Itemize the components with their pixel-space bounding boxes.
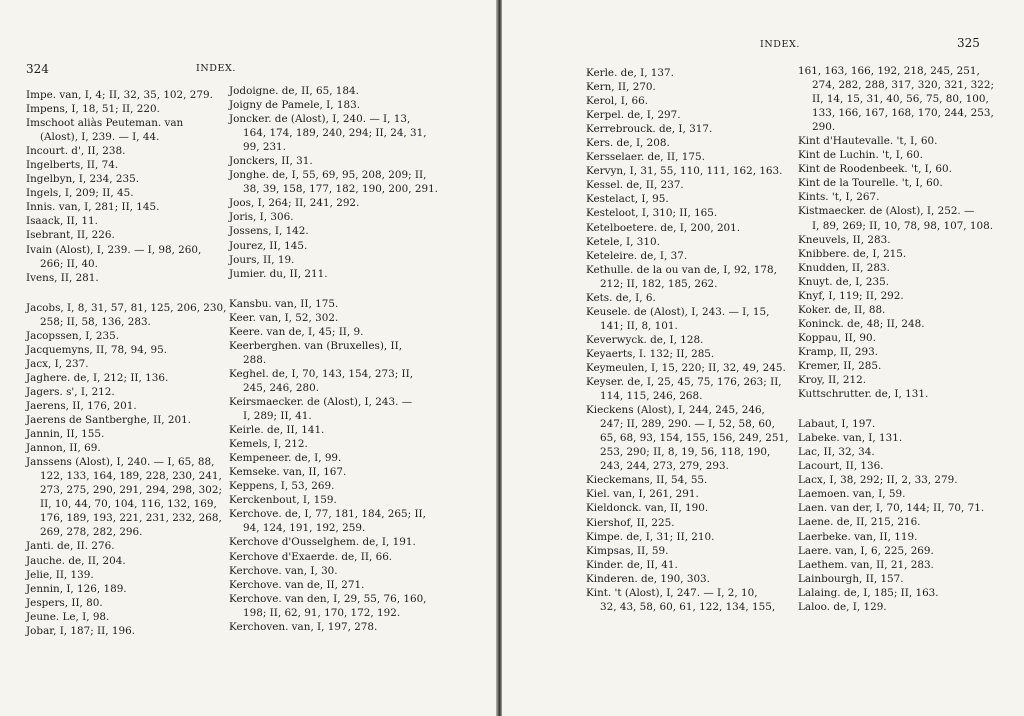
index-entry-line: Jobar, I, 187; II, 196. [26, 624, 135, 637]
index-entry [798, 530, 998, 544]
index-entry [586, 586, 796, 614]
index-entry-continuation: 99, 231. [243, 141, 286, 154]
index-entry-continuation: 32, 43, 58, 60, 61, 122, 134, 155, [600, 600, 776, 613]
index-entry-line: Jacquemyns, II, 78, 94, 95. [26, 343, 168, 356]
index-entry-line: Keverwyck. de, I, 128. [586, 333, 704, 346]
index-entry [586, 291, 796, 305]
index-entry-continuation: 176, 189, 193, 221, 231, 232, 268, [40, 512, 222, 525]
index-entry-line: Jelie, II, 139. [26, 568, 94, 581]
index-column [229, 84, 438, 634]
index-entry-line: Lainbourgh, II, 157. [798, 572, 904, 585]
index-entry [798, 515, 998, 529]
index-entry-line: Ivens, II, 281. [26, 271, 99, 284]
index-entry [586, 122, 796, 136]
index-entry [229, 578, 429, 592]
index-entry-line: Kerchove. van, I, 30. [229, 564, 338, 577]
index-entry [229, 239, 429, 253]
index-entry [586, 558, 796, 572]
index-entry-line: Keppens, I, 53, 269. [229, 480, 335, 493]
index-entry [798, 190, 998, 204]
index-entry [798, 445, 998, 459]
index-entry-line: Kessel. de, II, 237. [586, 179, 684, 192]
index-entry [229, 550, 429, 564]
index-entry-line: Jossens, I, 142. [229, 225, 309, 238]
index-entry [586, 192, 796, 206]
index-entry-line: Knyf, I, 119; II, 292. [798, 289, 904, 302]
index-entry-line: Koker. de, II, 88. [798, 303, 886, 316]
index-entry-line: Jannin, II, 155. [26, 428, 105, 441]
index-entry [26, 385, 226, 399]
index-entry [798, 387, 998, 401]
index-entry [229, 84, 429, 98]
index-entry-line: Kerchove. de, I, 77, 181, 184, 265; II, [229, 508, 426, 521]
index-entry-line: Kint d'Hautevalle. 't, I, 60. [798, 135, 938, 148]
index-entry-line: Jourez, II, 145. [229, 239, 308, 252]
index-column [586, 66, 796, 614]
index-entry [586, 221, 796, 235]
index-entry-line: Joigny de Pamele, I, 183. [229, 99, 361, 112]
index-entry-continuation: 198; II, 62, 91, 170, 172, 192. [243, 606, 401, 619]
index-entry [586, 263, 796, 291]
index-entry [798, 586, 998, 600]
index-entry-line: Laere. van, I, 6, 225, 269. [798, 544, 934, 557]
index-entry-line: Jannon, II, 69. [26, 442, 101, 455]
index-entry-line: Kneuvels, II, 283. [798, 233, 891, 246]
index-entry-continuation: II, 14, 15, 31, 40, 56, 75, 80, 100, [812, 93, 989, 106]
index-entry [798, 373, 998, 387]
index-entry-line: Koninck. de, 48; II, 248. [798, 317, 925, 330]
index-entry-line: Koppau, II, 90. [798, 331, 876, 344]
index-entry-line: Lacx, I, 38, 292; II, 2, 33, 279. [798, 474, 958, 487]
running-head: INDEX. [196, 63, 236, 74]
index-entry-line: Jacx, I, 237. [26, 357, 89, 370]
index-entry-line: Laene. de, II, 215, 216. [798, 516, 921, 529]
index-entry [586, 473, 796, 487]
index-entry [26, 539, 226, 553]
index-entry [798, 303, 998, 317]
index-entry-line: Kerchove. van den, I, 29, 55, 76, 160, [229, 592, 427, 605]
index-entry [798, 331, 998, 345]
index-entry-line: Keteleire. de, I, 37. [586, 249, 688, 262]
index-entry [798, 261, 998, 275]
index-entry [586, 136, 796, 150]
index-entry-line: Kimpe. de, I, 31; II, 210. [586, 530, 715, 543]
index-entry [586, 487, 796, 501]
index-entry [26, 243, 226, 271]
index-entry [798, 162, 998, 176]
index-entry-line: Kerchoven. van, I, 197, 278. [229, 620, 378, 633]
section-gap [798, 401, 998, 417]
index-entry-line: Jacopssen, I, 235. [26, 329, 120, 342]
index-entry-line: Impe. van, I, 4; II, 32, 35, 102, 279. [26, 89, 213, 101]
index-entry-continuation: 164, 174, 189, 240, 294; II, 24, 31, [243, 127, 427, 140]
index-entry-line: Keymeulen, I, 15, 220; II, 32, 49, 245. [586, 361, 786, 374]
index-entry [229, 297, 429, 311]
index-entry-line: Kints. 't, I, 267. [798, 191, 880, 204]
index-entry-line: Keusele. de (Alost), I, 243. — I, 15, [586, 305, 770, 318]
index-entry-line: Laloo. de, I, 129. [798, 600, 887, 613]
index-entry-line: Impens, I, 18, 51; II, 220. [26, 103, 160, 116]
index-entry-line: Kinder. de, II, 41. [586, 558, 678, 571]
index-entry [586, 403, 796, 473]
index-entry-line: Kint de la Tourelle. 't, I, 60. [798, 177, 943, 190]
index-entry [798, 247, 998, 261]
index-entry-line: Kieldonck. van, II, 190. [586, 502, 709, 515]
index-entry-line: Jonghe. de, I, 55, 69, 95, 208, 209; II, [229, 169, 427, 182]
index-entry-line: Kerle. de, I, 137. [586, 67, 674, 79]
index-entry-continuation: 290. [812, 121, 836, 134]
index-entry [586, 164, 796, 178]
index-entry-line: Jagers. s', I, 212. [26, 385, 115, 398]
index-entry-line: Laethem. van, II, 21, 283. [798, 558, 934, 571]
index-entry [229, 224, 429, 238]
index-entry-line: Kern, II, 270. [586, 81, 656, 94]
index-entry-line: Kets. de, I, 6. [586, 291, 656, 304]
index-entry [798, 275, 998, 289]
index-entry-line: Keer. van, I, 52, 302. [229, 311, 339, 324]
page-number: 325 [957, 36, 980, 50]
right-page [502, 0, 1024, 716]
index-entry [798, 572, 998, 586]
index-entry-line: Kremer, II, 285. [798, 359, 882, 372]
index-entry [586, 516, 796, 530]
index-entry-line: Ketelboetere. de, I, 200, 201. [586, 221, 741, 234]
index-entry-line: Knibbere. de, I, 215. [798, 247, 907, 260]
index-entry [586, 375, 796, 403]
index-entry-line: Kempeneer. de, I, 99. [229, 452, 342, 465]
index-entry [229, 325, 429, 339]
index-entry [229, 154, 429, 168]
index-entry [586, 333, 796, 347]
index-entry-continuation: 245, 246, 280. [243, 381, 320, 394]
index-entry-continuation: 94, 124, 191, 192, 259. [243, 522, 366, 535]
index-entry-continuation: 269, 278, 282, 296. [40, 526, 143, 539]
index-entry-line: Jeune. Le, I, 98. [26, 610, 110, 623]
index-entry [798, 473, 998, 487]
index-entry-continuation: 288. [243, 353, 267, 366]
index-entry-line: Joris, I, 306. [229, 211, 294, 224]
index-entry-line: Janti. de, II. 276. [26, 540, 115, 553]
index-entry [26, 329, 226, 343]
index-entry [26, 610, 226, 624]
index-entry [26, 343, 226, 357]
index-entry [26, 427, 226, 441]
index-entry [26, 158, 226, 172]
section-gap [26, 285, 226, 301]
index-entry-line: Laemoen. van, I, 59. [798, 488, 906, 501]
index-entry [229, 423, 429, 437]
index-entry [586, 66, 796, 80]
index-entry [586, 361, 796, 375]
section-gap [229, 281, 429, 297]
index-entry-line: Kerchove. van de, II, 271. [229, 578, 365, 591]
index-entry [586, 235, 796, 249]
index-entry [229, 479, 429, 493]
index-entry [798, 600, 998, 614]
index-entry-line: Kestelact, I, 95. [586, 193, 669, 206]
index-entry-line: Kerchove d'Ousselghem. de, I, 191. [229, 536, 416, 549]
index-entry-line: Kesteloot, I, 310; II, 165. [586, 207, 718, 220]
index-entry-line: Lacourt, II, 136. [798, 460, 884, 473]
index-entry-line: Kroy, II, 212. [798, 374, 867, 387]
index-entry-line: Kers. de, I, 208. [586, 137, 670, 150]
index-entry-continuation: 114, 115, 246, 268. [600, 390, 703, 403]
index-entry-line: Keere. van de, I, 45; II, 9. [229, 325, 364, 338]
index-entry [26, 582, 226, 596]
index-entry [798, 134, 998, 148]
index-entry-line: Kervyn, I, 31, 55, 110, 111, 162, 163. [586, 165, 783, 178]
index-entry-line: Kramp, II, 293. [798, 345, 878, 358]
index-entry [798, 558, 998, 572]
index-entry [229, 168, 438, 196]
index-entry-line: Imschoot aliàs Peuteman. van [26, 117, 184, 130]
page-number: 324 [26, 62, 49, 76]
index-entry-line: 161, 163, 166, 192, 218, 245, 251, [798, 65, 980, 77]
index-entry [26, 554, 226, 568]
index-entry [586, 305, 796, 333]
index-entry [586, 206, 796, 220]
index-entry [586, 249, 796, 263]
index-entry-continuation: I, 89, 269; II, 10, 78, 98, 107, 108. [812, 219, 994, 232]
index-entry-continuation: 266; II, 40. [40, 257, 98, 270]
index-entry [26, 228, 226, 242]
index-entry-line: Ingelberts, II, 74. [26, 159, 119, 172]
index-entry-line: Keerberghen. van (Bruxelles), II, [229, 339, 403, 352]
index-entry-line: Incourt. d', II, 238. [26, 145, 126, 158]
index-entry [229, 253, 429, 267]
index-entry [26, 301, 226, 329]
index-entry-continuation: 38, 39, 158, 177, 182, 190, 200, 291. [243, 183, 438, 196]
index-entry-line: Kerrebrouck. de, I, 317. [586, 123, 713, 136]
index-entry [26, 399, 226, 413]
index-entry [798, 431, 998, 445]
index-entry-line: Kemels, I, 212. [229, 438, 308, 451]
index-entry [586, 178, 796, 192]
index-entry [26, 172, 226, 186]
index-entry-line: Kint. 't (Alost), I, 247. — I, 2, 10, [586, 586, 758, 599]
index-entry [229, 437, 429, 451]
index-entry-line: Joos, I, 264; II, 241, 292. [229, 197, 360, 210]
index-entry [26, 596, 226, 610]
index-entry [229, 367, 429, 395]
index-entry [26, 624, 226, 638]
index-entry [586, 94, 796, 108]
index-entry-line: Lalaing. de, I, 185; II, 163. [798, 586, 939, 599]
index-entry-line: Jaerens de Santberghe, II, 201. [26, 414, 192, 427]
index-entry-line: Ingels, I, 209; II, 45. [26, 187, 134, 200]
index-entry-line: Keyser. de, I, 25, 45, 75, 176, 263; II, [586, 376, 782, 389]
index-entry [586, 108, 796, 122]
index-entry-continuation: 243, 244, 273, 279, 293. [600, 460, 729, 473]
index-entry-line: Kimpsas, II, 59. [586, 544, 669, 557]
index-entry [229, 339, 429, 367]
index-entry [229, 267, 429, 281]
index-entry [229, 98, 429, 112]
index-entry-line: Joncker. de (Alost), I, 240. — I, 13, [229, 113, 411, 126]
index-entry [229, 196, 429, 210]
index-entry-line: Knuyt. de, I, 235. [798, 275, 890, 288]
index-entry-line: Ivain (Alost), I, 239. — I, 98, 260, [26, 243, 202, 256]
index-entry [26, 88, 226, 102]
index-entry-line: Kerchove d'Exaerde. de, II, 66. [229, 550, 393, 563]
index-entry-line: Kansbu. van, II, 175. [229, 297, 339, 310]
index-entry-line: Jumier. du, II, 211. [229, 267, 328, 280]
index-entry-line: Kerol, I, 66. [586, 95, 649, 108]
index-entry [229, 210, 429, 224]
index-entry-line: Laen. van der, I, 70, 144; II, 70, 71. [798, 502, 985, 515]
index-entry-line: Kiershof, II, 225. [586, 516, 675, 529]
index-entry-line: Keirsmaecker. de (Alost), I, 243. — [229, 395, 413, 408]
index-entry-line: Jours, II, 19. [229, 253, 295, 266]
index-entry [798, 359, 998, 373]
index-entry [798, 501, 998, 515]
index-entry-line: Kint de Roodenbeek. 't, I, 60. [798, 163, 952, 176]
index-entry-line: Janssens (Alost), I, 240. — I, 65, 88, [26, 456, 215, 469]
index-entry [229, 592, 429, 620]
index-entry [26, 116, 226, 144]
index-entry [798, 317, 998, 331]
index-entry-line: Kint de Luchin. 't, I, 60. [798, 149, 923, 162]
index-entry [229, 564, 429, 578]
index-entry [229, 451, 429, 465]
index-entry [26, 200, 226, 214]
index-entry [798, 233, 998, 247]
index-entry [798, 289, 998, 303]
index-entry-continuation: 258; II, 58, 136, 283. [40, 315, 151, 328]
index-entry-line: Kerpel. de, I, 297. [586, 109, 681, 122]
index-entry [586, 150, 796, 164]
index-entry [586, 347, 796, 361]
index-entry [26, 357, 226, 371]
index-entry-line: Labeke. van, I, 131. [798, 432, 903, 445]
index-entry-line: Innis. van, I, 281; II, 145. [26, 201, 160, 214]
index-entry-line: Kethulle. de la ou van de, I, 92, 178, [586, 263, 777, 276]
index-entry-line: Laerbeke. van, II, 119. [798, 530, 918, 543]
index-entry [586, 572, 796, 586]
index-entry [26, 271, 226, 285]
index-entry [798, 176, 998, 190]
index-entry [26, 102, 226, 116]
index-entry-continuation: 274, 282, 288, 317, 320, 321, 322; [812, 79, 994, 92]
index-entry-line: Lac, II, 32, 34. [798, 446, 875, 459]
index-entry [229, 507, 429, 535]
index-entry [798, 64, 998, 134]
index-entry-continuation: II, 10, 44, 70, 104, 116, 132, 169, [40, 498, 217, 511]
index-column [798, 64, 998, 614]
running-head: INDEX. [760, 39, 800, 50]
index-entry [229, 493, 429, 507]
left-page [0, 0, 496, 716]
index-column [26, 88, 226, 638]
index-entry-continuation: 122, 133, 164, 189, 228, 230, 241, [40, 470, 222, 483]
index-entry-line: Kinderen. de, 190, 303. [586, 572, 710, 585]
index-entry-line: Isaack, II, 11. [26, 215, 98, 228]
index-entry-continuation: 133, 166, 167, 168, 170, 244, 253, [812, 107, 994, 120]
index-entry [798, 417, 998, 431]
index-entry-line: Keirle. de, II, 141. [229, 424, 325, 437]
index-entry [26, 214, 226, 228]
index-entry-continuation: 141; II, 8, 101. [600, 319, 678, 332]
index-entry-line: Labaut, I, 197. [798, 418, 876, 431]
index-entry [586, 501, 796, 515]
index-entry [229, 311, 429, 325]
index-entry [798, 148, 998, 162]
index-entry [26, 441, 226, 455]
index-entry-continuation: 273, 275, 290, 291, 294, 298, 302; [40, 484, 222, 497]
index-entry-line: Kieckemans, II, 54, 55. [586, 474, 708, 487]
index-entry-line: Kersselaer. de, II, 175. [586, 151, 705, 164]
index-entry-line: Jaghere. de, I, 212; II, 136. [26, 371, 169, 384]
index-entry-continuation: I, 289; II, 41. [243, 410, 312, 423]
index-entry-line: Kiel. van, I, 261, 291. [586, 488, 699, 501]
index-entry-line: Kistmaecker. de (Alost), I, 252. — [798, 205, 975, 218]
index-entry [26, 455, 226, 539]
index-entry-line: Jennin, I, 126, 189. [26, 582, 127, 595]
index-entry [26, 144, 226, 158]
index-entry [26, 568, 226, 582]
index-entry-line: Knudden, II, 283. [798, 261, 890, 274]
index-entry-continuation: 253, 290; II, 8, 19, 56, 118, 190, [600, 446, 771, 459]
index-entry-continuation: 212; II, 182, 185, 262. [600, 277, 718, 290]
index-entry [798, 487, 998, 501]
index-entry [26, 413, 226, 427]
index-entry-continuation: 65, 68, 93, 154, 155, 156, 249, 251, [600, 432, 789, 445]
index-entry [229, 112, 429, 154]
index-entry-line: Jaerens, II, 176, 201. [26, 399, 137, 412]
index-entry [26, 371, 226, 385]
index-entry-continuation: (Alost), I, 239. — I, 44. [40, 131, 160, 144]
index-entry-line: Isebrant, II, 226. [26, 229, 115, 242]
index-entry-line: Keghel. de, I, 70, 143, 154, 273; II, [229, 367, 414, 380]
index-entry [229, 620, 429, 634]
index-entry [798, 204, 998, 232]
index-entry-line: Jespers, II, 80. [26, 596, 103, 609]
index-entry [229, 395, 429, 423]
index-entry-line: Kieckens (Alost), I, 244, 245, 246, [586, 404, 765, 417]
index-entry-line: Keyaerts, I. 132; II, 285. [586, 347, 715, 360]
index-entry-line: Kuttschrutter. de, I, 131. [798, 388, 929, 401]
index-entry-line: Jonckers, II, 31. [229, 155, 313, 168]
index-entry-line: Jodoigne. de, II, 65, 184. [229, 85, 359, 97]
index-entry [586, 544, 796, 558]
index-entry [798, 459, 998, 473]
index-entry [798, 345, 998, 359]
index-entry-line: Ingelbyn, I, 234, 235. [26, 173, 140, 186]
index-entry [798, 544, 998, 558]
index-entry [229, 465, 429, 479]
index-entry-line: Jacobs, I, 8, 31, 57, 81, 125, 206, 230, [26, 301, 227, 314]
index-entry [26, 186, 226, 200]
index-entry [586, 530, 796, 544]
index-entry-line: Ketele, I, 310. [586, 235, 660, 248]
index-entry-line: Jauche. de, II, 204. [26, 554, 126, 567]
index-entry-line: Kerckenbout, I, 159. [229, 494, 337, 507]
index-entry [229, 535, 429, 549]
index-entry-line: Kemseke. van, II, 167. [229, 466, 347, 479]
index-entry [586, 80, 796, 94]
index-entry-continuation: 247; II, 289, 290. — I, 52, 58, 60, [600, 418, 775, 431]
